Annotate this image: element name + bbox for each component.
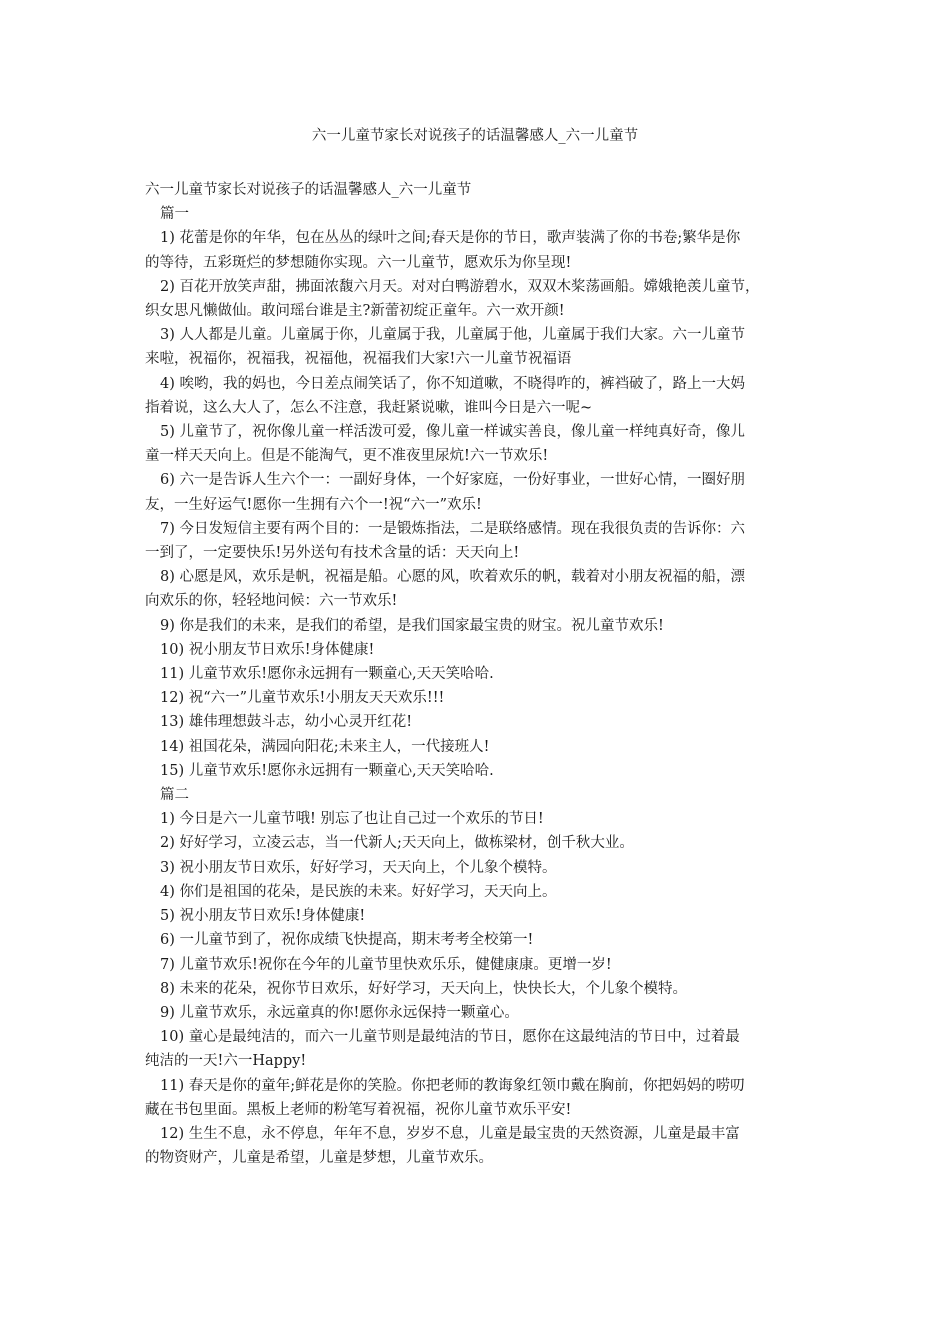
document-body <box>145 178 813 1170</box>
text-line: 织女思凡懒做仙。敢问瑶台谁是主?新蕾初绽正童年。六一欢开颜! <box>145 303 565 320</box>
text-line: 4) 唉哟，我的妈也，今日差点闹笑话了，你不知道嗽，不晓得咋的，裤裆破了，路上一大妈 <box>160 375 745 392</box>
text-line: 5) 儿童节了，祝你像儿童一样活泼可爱，像儿童一样诚实善良，像儿童一样纯真好奇，像儿 <box>160 424 745 441</box>
text-line: 14) 祖国花朵，满园向阳花;未来主人，一代接班人! <box>160 738 490 755</box>
text-line: 13) 雄伟理想鼓斗志，幼小心灵开红花! <box>160 714 413 731</box>
text-line: 7) 儿童节欢乐!祝你在今年的儿童节里快欢乐乐，健健康康。更增一岁! <box>160 956 612 973</box>
text-line: 的等待，五彩斑烂的梦想随你实现。六一儿童节，愿欢乐为你呈现! <box>145 254 572 271</box>
text-line: 的物资财产，儿童是希望，儿童是梦想，儿童节欢乐。 <box>145 1150 493 1167</box>
text-line: 9) 儿童节欢乐，永远童真的你!愿你永远保持一颗童心。 <box>160 1004 519 1021</box>
text-line: 指着说，这么大人了，怎么不注意，我赶紧说嗽，谁叫今日是六一呢~ <box>145 399 593 416</box>
text-line: 向欢乐的你，轻轻地问候：六一节欢乐! <box>145 593 398 610</box>
text-line: 11) 儿童节欢乐!愿你永远拥有一颗童心,天天笑哈哈. <box>160 666 494 683</box>
text-line: 来啦，祝福你，祝福我，祝福他，祝福我们大家!六一儿童节祝福语 <box>145 351 572 368</box>
text-line: 一到了，一定要快乐!另外送句有技术含量的话：天天向上! <box>145 545 520 562</box>
text-line: 4) 你们是祖国的花朵，是民族的未来。好好学习，天天向上。 <box>160 883 557 900</box>
document-title: 六一儿童节家长对说孩子的话温馨感人_六一儿童节 <box>311 128 639 144</box>
text-line: 藏在书包里面。黑板上老师的粉笔写着祝福，祝你儿童节欢乐平安! <box>145 1101 572 1118</box>
text-line: 1) 花蕾是你的年华，包在丛丛的绿叶之间;春天是你的节日，歌声装满了你的书卷;繁华是你 <box>160 230 741 247</box>
text-line: 10) 祝小朋友节日欢乐!身体健康! <box>160 641 375 658</box>
text-line: 2) 好好学习，立凌云志，当一代新人;天天向上，做栋梁材，创千秋大业。 <box>160 835 634 852</box>
text-line: 童一样天天向上。但是不能淘气，更不准夜里尿炕!六一节欢乐! <box>145 448 549 465</box>
text-line: 8) 未来的花朵，祝你节日欢乐，好好学习，天天向上，快快长大，个儿象个模特。 <box>160 980 687 997</box>
text-line: 12) 生生不息，永不停息，年年不息，岁岁不息，儿童是最宝贵的天然资源，儿童是最丰富 <box>160 1125 740 1142</box>
text-line: 6) 六一是告诉人生六个一：一副好身体，一个好家庭，一份好事业，一世好心情，一圈好朋 <box>160 472 745 489</box>
text-line: 10) 童心是最纯洁的，而六一儿童节则是最纯洁的节日，愿你在这最纯洁的节日中，过着最 <box>160 1029 740 1046</box>
text-line: 11) 春天是你的童年;鲜花是你的笑脸。你把老师的教诲象红领巾戴在胸前，你把妈妈的唠叨 <box>160 1077 745 1094</box>
text-line: 纯洁的一天!六一Happy! <box>145 1053 307 1070</box>
text-line: 3) 祝小朋友节日欢乐，好好学习，天天向上，个儿象个模特。 <box>160 859 557 876</box>
text-line: 篇一 <box>160 206 189 223</box>
text-line: 1) 今日是六一儿童节哦! 别忘了也让自己过一个欢乐的节日! <box>160 811 544 828</box>
text-line: 6) 一儿童节到了，祝你成绩飞快提高，期末考考全校第一! <box>160 932 534 949</box>
text-line: 9) 你是我们的未来，是我们的希望，是我们国家最宝贵的财宝。祝儿童节欢乐! <box>160 617 664 634</box>
text-line: 5) 祝小朋友节日欢乐!身体健康! <box>160 908 366 925</box>
text-line: 六一儿童节家长对说孩子的话温馨感人_六一儿童节 <box>145 182 472 198</box>
text-line: 15) 儿童节欢乐!愿你永远拥有一颗童心,天天笑哈哈. <box>160 762 494 779</box>
text-line: 2) 百花开放笑声甜，拂面浓馥六月天。对对白鸭游碧水，双双木桨荡画船。嫦娥艳羡儿童节， <box>160 278 760 295</box>
text-line: 篇二 <box>160 787 189 804</box>
text-line: 12) 祝“六一”儿童节欢乐!小朋友天天欢乐!!! <box>160 690 445 707</box>
text-line: 8) 心愿是风，欢乐是帆，祝福是船。心愿的风，吹着欢乐的帆，载着对小朋友祝福的船，漂 <box>160 569 745 586</box>
text-line: 友，一生好运气!愿你一生拥有六个一!祝“六一”欢乐! <box>145 496 482 513</box>
text-line: 3) 人人都是儿童。儿童属于你，儿童属于我，儿童属于他，儿童属于我们大家。六一儿童节 <box>160 327 745 344</box>
text-line: 7) 今日发短信主要有两个目的：一是锻炼指法，二是联络感情。现在我很负责的告诉你：六 <box>160 520 745 537</box>
